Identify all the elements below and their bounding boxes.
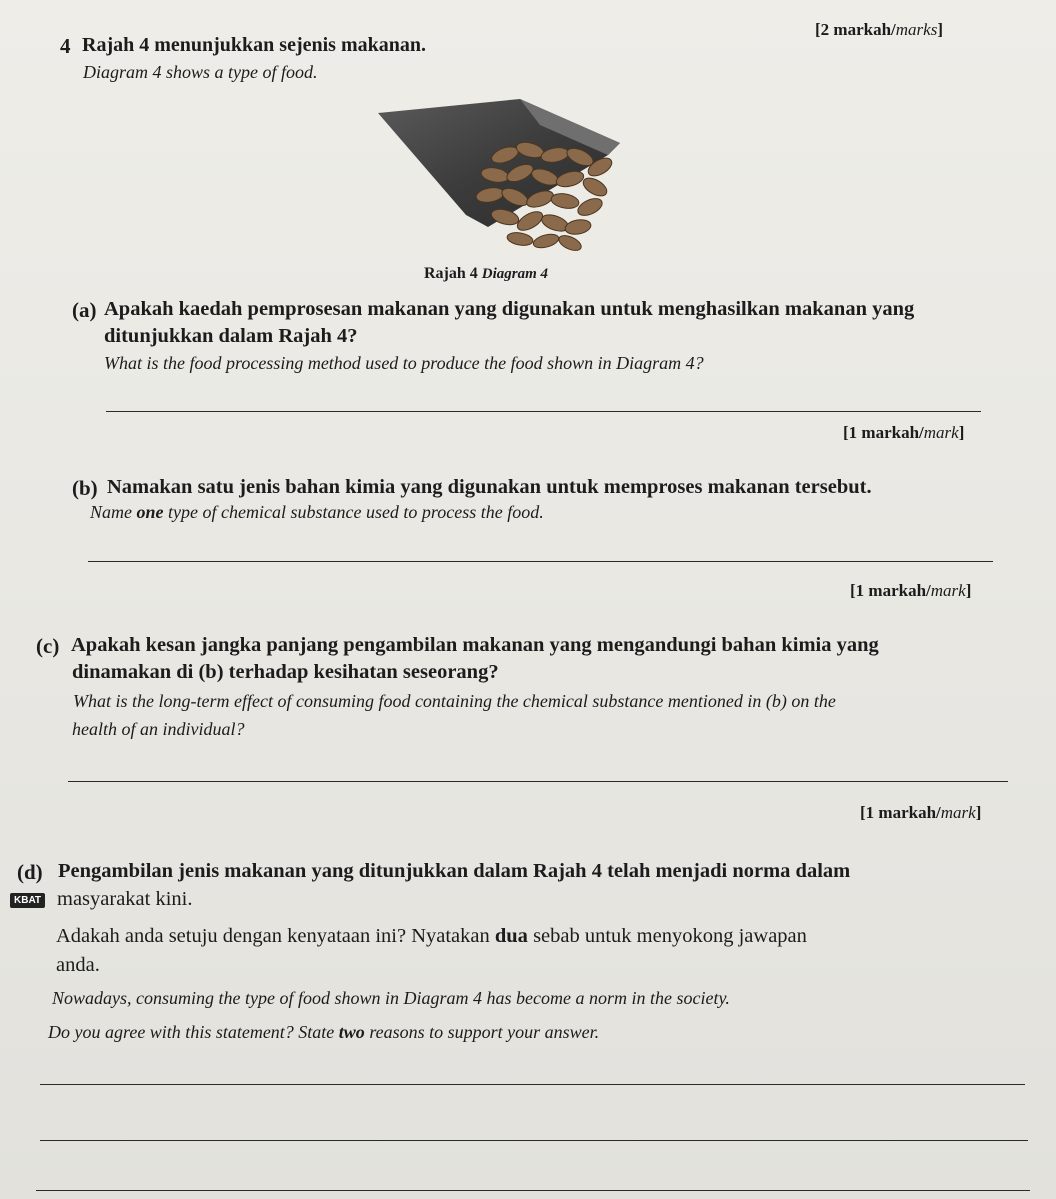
part-c-question-en-1: What is the long-term effect of consuming food containing the chemical substance mentioned in (b) on the xyxy=(73,691,836,711)
part-b-ms-pre: Namakan xyxy=(107,476,198,498)
part-d-ms3-pre: Adakah anda setuju dengan kenyataan ini? Nyatakan xyxy=(56,925,495,947)
part-b-question-ms xyxy=(107,476,872,499)
caption-en: Diagram 4 xyxy=(481,266,549,282)
diagram-caption xyxy=(424,265,548,283)
top-marks-end: ] xyxy=(937,20,943,39)
part-d-answer-line-1[interactable] xyxy=(40,1084,1025,1085)
part-a-question-ms-1: Apakah kaedah pemprosesan makanan yang digunakan untuk menghasilkan makanan yang xyxy=(104,298,915,320)
part-d-ms3-post: sebab untuk menyokong jawapan xyxy=(527,925,807,947)
part-d-en2-bold: two xyxy=(338,1022,365,1042)
part-b-marks-end: ] xyxy=(965,581,972,600)
part-b-ms-bold: satu xyxy=(197,476,235,498)
part-d-answer-line-2[interactable] xyxy=(40,1140,1028,1141)
part-d-ms3-bold: dua xyxy=(494,925,528,947)
part-b-en-pre: Name xyxy=(90,502,137,522)
top-marks-italic: marks xyxy=(895,20,938,39)
top-marks xyxy=(815,20,943,40)
q4-intro-ms: Rajah 4 menunjukkan sejenis makanan. xyxy=(82,34,426,56)
part-c-marks-italic: mark xyxy=(940,803,976,822)
part-d-answer-line-3[interactable] xyxy=(36,1190,1030,1191)
part-b-ms-post: jenis bahan kimia yang digunakan untuk memproses makanan tersebut. xyxy=(234,476,872,498)
part-c-marks xyxy=(860,803,981,823)
part-a-question-ms-2: ditunjukkan dalam Rajah 4? xyxy=(104,325,358,347)
part-b-answer-line[interactable] xyxy=(88,561,993,562)
part-d-en2-post: reasons to support your answer. xyxy=(364,1022,600,1042)
part-a-question-en: What is the food processing method used to produce the food shown in Diagram 4? xyxy=(104,353,704,373)
part-b-marks xyxy=(850,581,971,601)
part-d-question-en-2 xyxy=(48,1022,599,1043)
part-d-question-ms-2: masyarakat kini. xyxy=(57,888,193,910)
part-a-marks-bold: [1 markah/ xyxy=(843,423,924,442)
part-a-marks-end: ] xyxy=(958,423,965,442)
part-d-question-ms-4: anda. xyxy=(56,954,100,976)
diagram-4-image xyxy=(370,95,660,260)
part-c-question-ms-2: dinamakan di (b) terhadap kesihatan seseorang? xyxy=(72,661,499,683)
q4-intro-en: Diagram 4 shows a type of food. xyxy=(83,62,318,82)
part-d-label: (d) xyxy=(17,860,43,884)
question-number: 4 xyxy=(60,34,71,58)
part-a-marks xyxy=(843,423,964,443)
part-b-marks-italic: mark xyxy=(930,581,966,600)
part-d-en2-pre: Do you agree with this statement? State xyxy=(48,1022,339,1042)
part-d-question-ms-1: Pengambilan jenis makanan yang ditunjukkan dalam Rajah 4 telah menjadi norma dalam xyxy=(58,860,851,882)
part-b-question-en xyxy=(90,502,544,523)
part-b-marks-bold: [1 markah/ xyxy=(850,581,931,600)
kbat-badge: KBAT xyxy=(10,893,45,908)
part-c-label: (c) xyxy=(36,634,60,658)
part-c-question-ms-1: Apakah kesan jangka panjang pengambilan makanan yang mengandungi bahan kimia yang xyxy=(71,634,879,656)
part-c-marks-end: ] xyxy=(975,803,982,822)
part-c-marks-bold: [1 markah/ xyxy=(860,803,941,822)
part-b-en-bold: one xyxy=(136,502,164,522)
part-b-label: (b) xyxy=(72,476,98,500)
caption-ms: Rajah 4 xyxy=(424,265,478,282)
part-a-marks-italic: mark xyxy=(923,423,959,442)
part-a-label: (a) xyxy=(72,298,97,322)
part-d-question-en-1: Nowadays, consuming the type of food shown in Diagram 4 has become a norm in the society. xyxy=(52,988,730,1008)
part-a-answer-line[interactable] xyxy=(106,411,981,412)
top-marks-bold: [2 markah/ xyxy=(815,20,896,39)
part-c-answer-line[interactable] xyxy=(68,781,1008,782)
part-c-question-en-2: health of an individual? xyxy=(72,719,245,739)
part-d-question-ms-3 xyxy=(56,925,807,948)
part-b-en-post: type of chemical substance used to process the food. xyxy=(163,502,544,522)
